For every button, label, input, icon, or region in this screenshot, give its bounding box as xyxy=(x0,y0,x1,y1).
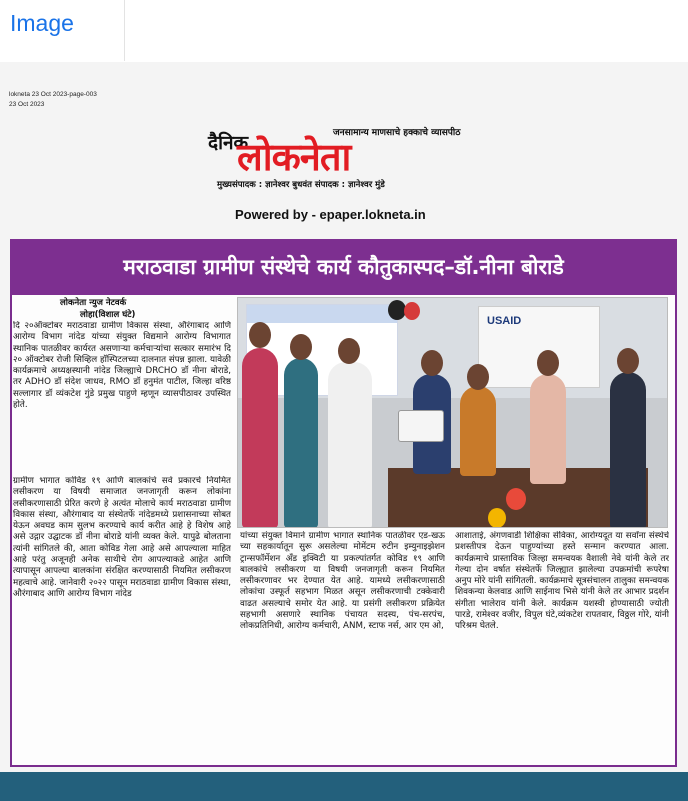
person-5-head xyxy=(467,364,489,390)
headline-text: मराठवाडा ग्रामीण संस्थेचे कार्य कौतुकास्पद–डॉ.नीना बोराडे xyxy=(123,255,564,279)
article-column-4: आशाताई, अंगणवाडी शिक्षिका सेविका, आरोग्यदूत या सर्वांना संस्थेचे प्रशस्तीपत्र देऊन पाहुण्यांच्या हस्ते सन्मान करण्यात आला. कार्यक्रमाचे प्रास्ताविक जिल्हा समन्वयक वैशाली नेवे यांनी केले तर गेल्या दोन वर्षात संस्थेतर्फे जिल्ह्यात झालेल्या उपक्रमांची रूपरेषा अनुप मोरे यांनी सांगितली. कार्यक्रमाचे सूत्रसंचालन तालुका समन्वयक शिवकन्या केलवाड आणि साईनाथ भिसे यांनी केले तर आभार प्रदर्शन संगीता भालेराव यांनी केले. कार्यक्रम यशस्वी होण्यासाठी ज्योती पारडे, रामेश्वर वजीर, विपुल घंटे,व्यंकटेश रापतवार, विठ्ठल गोरे, यांनी परिश्रम घेतले. xyxy=(455,531,669,632)
bottom-bar xyxy=(0,772,688,801)
article-column-3: यांच्या संयुक्त विमाने ग्रामीण भागात स्थानिक पातळीवर एड-खऊ च्या सहकार्यातून सुरू असलेल्या मोमेंटम रुटीन इम्युनाइझेशन ट्रान्सफॉर्मेशन अँड इक्विटी या प्रकल्पांतर्गत कोविड १९ आणि बालकांचे लसीकरण या विषयी जनजागृती करून नियमित लसीकरणावर भर देण्यात येत आहे. यामध्ये लसीकरणासाठी लोकांचा उस्फूर्त सहभाग मिळत असून लसीकरणाची टक्केवारी वाढत असल्याचे समोर येत आहे. या प्रसंगी लसीकरण प्रक्रियेत सहभागी असणारे स्थानिक पंचायत सदस्य, पंच-सरपंच, लोकप्रतिनिधी, आरोग्य कर्मचारी, ANM, स्टाफ नर्स, आर एम ओ, xyxy=(240,531,445,632)
page-line: lokneta 23 Oct 2023-page-003 xyxy=(9,91,97,98)
person-1 xyxy=(242,348,278,528)
masthead-name: लोकनेता xyxy=(237,135,351,179)
person-2-head xyxy=(290,334,312,360)
balloon-yellow xyxy=(488,508,506,528)
person-1-head xyxy=(249,322,271,348)
event-photo xyxy=(237,297,668,528)
person-3 xyxy=(328,362,372,528)
person-4-head xyxy=(421,350,443,376)
tab-image[interactable] xyxy=(0,0,125,61)
person-6 xyxy=(530,374,566,484)
clipping-date: 23 Oct 2023 xyxy=(9,101,45,108)
person-7 xyxy=(610,372,646,528)
certificate xyxy=(398,410,444,442)
powered-by: Powered by - epaper.lokneta.in xyxy=(235,207,426,222)
masthead-editors: मुख्यसंपादक : ज्ञानेश्वर बुधवंत संपादक : ज्ञानेश्वर मुंडे xyxy=(217,180,385,190)
tab-image-label: Image xyxy=(10,10,74,36)
person-7-head xyxy=(617,348,639,374)
person-2 xyxy=(284,358,318,528)
balloon-red xyxy=(404,302,420,320)
byline: लोकनेता न्युज नेटवर्क xyxy=(60,298,127,308)
top-bar xyxy=(0,0,688,63)
article-column-2: ग्रामीण भागात कोविड १९ आणि बालकांचे सर्व प्रकारचे नियमित लसीकरण या विषयी समाजात जनजागृती करून लोकांना लसीकरणासाठी प्रेरित करणे हे अत्यंत मोलाचे कार्य मराठवाडा ग्रामीण विकास संस्था, औरंगाबाद या संस्थेतर्फे नांदेडमध्ये प्रशासनाच्या सोबत येऊन अवघड काम सुलभ करण्याचे कार्य करीत आहे हे विशेष आहे असे उद्गार उद्घाटक डॉ नीना बोराडे यांनी व्यक्त केले. यापुढे बोलताना त्यांनी सांगितले की, आता कोविड गेला आहे असे आपल्याला माहित आहे परंतु अजूनही अनेक साथीचे रोग आपल्याकडे आहेत आणि त्यापासून आपल्या बालकांना संरक्षित करण्यासाठी नियमित लसीकरण महत्वाचे आहे. जानेवारी २०२२ पासून मराठवाडा ग्रामीण विकास संस्था, औरंगाबाद आणि आरोग्य विभाग नांदेड xyxy=(13,476,231,599)
masthead-tagline: जनसामान्य माणसाचे हक्काचे व्यासपीठ xyxy=(333,128,461,138)
person-5 xyxy=(460,386,496,476)
article-column-1: दि २०ऑक्टोबर मराठवाडा ग्रामीण विकास संस्था, औरंगाबाद आणि आरोग्य विभाग नांदेड यांच्या संयुक्त विद्यमाने आरोग्य विभागात स्थानिक पातळीवर कार्यरत असणाऱ्या कर्मचाऱ्यांचा सत्कार समारंभ दि २० ऑक्टोबर रोजी सिव्हिल हॉस्पिटलच्या दालनात संपन्न झाला. यावेळी कार्यक्रमाचे अध्यक्षस्थानी नांदेड जिल्ह्याचे DRCHO डॉ नीना बोराडे, तर ADHO डॉ संदेश जाधव, RMO डॉ हनुमंत पाटील, जिल्हा वरिष्ठ सल्लागार डॉ व्यंकटेश गुंडे प्रमुख पाहुणे म्हणून व्यासपीठावर उपस्थित होते. xyxy=(13,321,231,411)
byline-location: लोहा(विशाल घंटे) xyxy=(80,310,136,320)
article-headline xyxy=(10,239,677,295)
person-3-head xyxy=(338,338,360,364)
usaid-sign-text: USAID xyxy=(487,315,522,327)
masthead-dainik: दैनिक xyxy=(208,132,249,154)
person-6-head xyxy=(537,350,559,376)
balloon-red-2 xyxy=(506,488,526,510)
newspaper-masthead xyxy=(205,123,515,188)
